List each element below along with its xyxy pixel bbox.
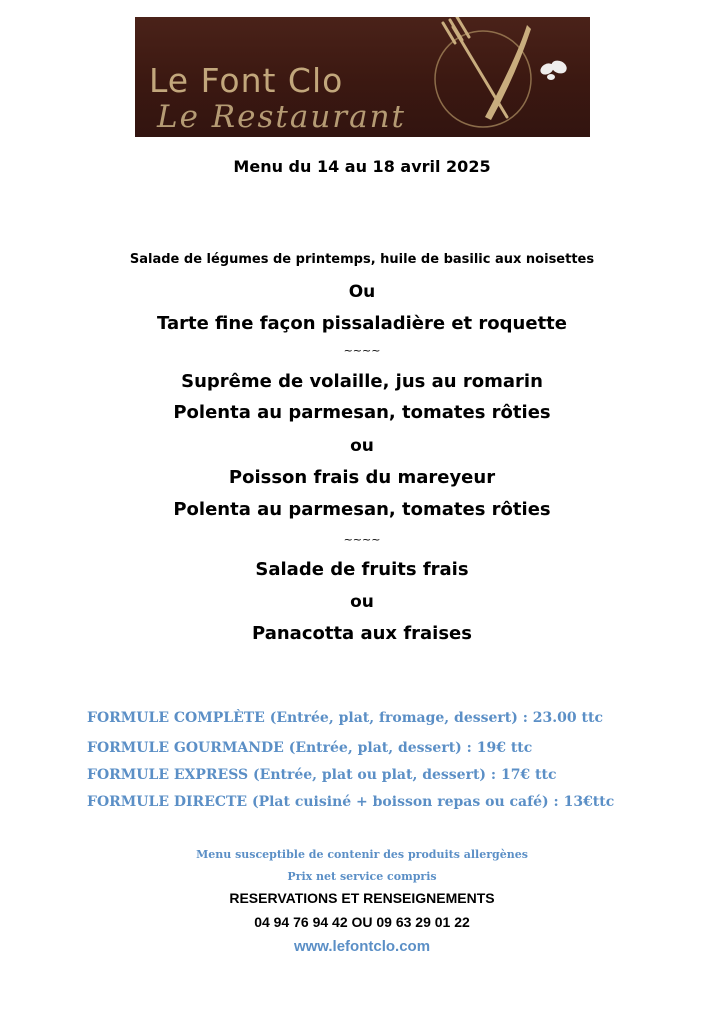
or-separator: Ou xyxy=(348,282,376,302)
or-separator: ou xyxy=(350,436,374,456)
or-separator: ou xyxy=(350,592,374,612)
website-link[interactable]: www.lefontclo.com xyxy=(293,938,431,955)
plat-option-1-side: Polenta au parmesan, tomates rôties xyxy=(173,402,551,423)
restaurant-logo xyxy=(135,17,590,137)
formula-directe: FORMULE DIRECTE (Plat cuisiné + boisson repas ou café) : 13€ttc xyxy=(87,794,615,810)
entree-option-1: Salade de légumes de printemps, huile de basilic aux noisettes xyxy=(129,252,595,267)
phone-numbers: 04 94 76 94 42 OU 09 63 29 01 22 xyxy=(254,914,470,930)
dessert-option-1: Salade de fruits frais xyxy=(255,559,469,580)
allergen-notice: Menu susceptible de contenir des produits allergènes xyxy=(196,848,528,861)
plat-option-1: Suprême de volaille, jus au romarin xyxy=(181,371,543,392)
logo-tagline: Le Restaurant xyxy=(157,99,407,135)
formula-complete: FORMULE COMPLÈTE (Entrée, plat, fromage, dessert) : 23.00 ttc xyxy=(87,710,603,726)
formula-gourmande: FORMULE GOURMANDE (Entrée, plat, dessert) : 19€ ttc xyxy=(87,740,533,756)
logo-name: Le Font Clo xyxy=(149,61,344,100)
dessert-option-2: Panacotta aux fraises xyxy=(252,623,472,644)
entree-option-2: Tarte fine façon pissaladière et roquette xyxy=(157,313,567,334)
price-notice: Prix net service compris xyxy=(287,870,437,883)
course-divider: ~~~~ xyxy=(343,344,381,357)
butterfly-icon xyxy=(538,58,568,80)
plat-option-2-side: Polenta au parmesan, tomates rôties xyxy=(173,499,551,520)
plat-option-2: Poisson frais du mareyeur xyxy=(228,467,496,488)
menu-title: Menu du 14 au 18 avril 2025 xyxy=(233,157,491,176)
reservations-heading: RESERVATIONS ET RENSEIGNEMENTS xyxy=(229,890,495,906)
formula-express: FORMULE EXPRESS (Entrée, plat ou plat, dessert) : 17€ ttc xyxy=(87,767,557,783)
course-divider: ~~~~ xyxy=(343,533,381,546)
